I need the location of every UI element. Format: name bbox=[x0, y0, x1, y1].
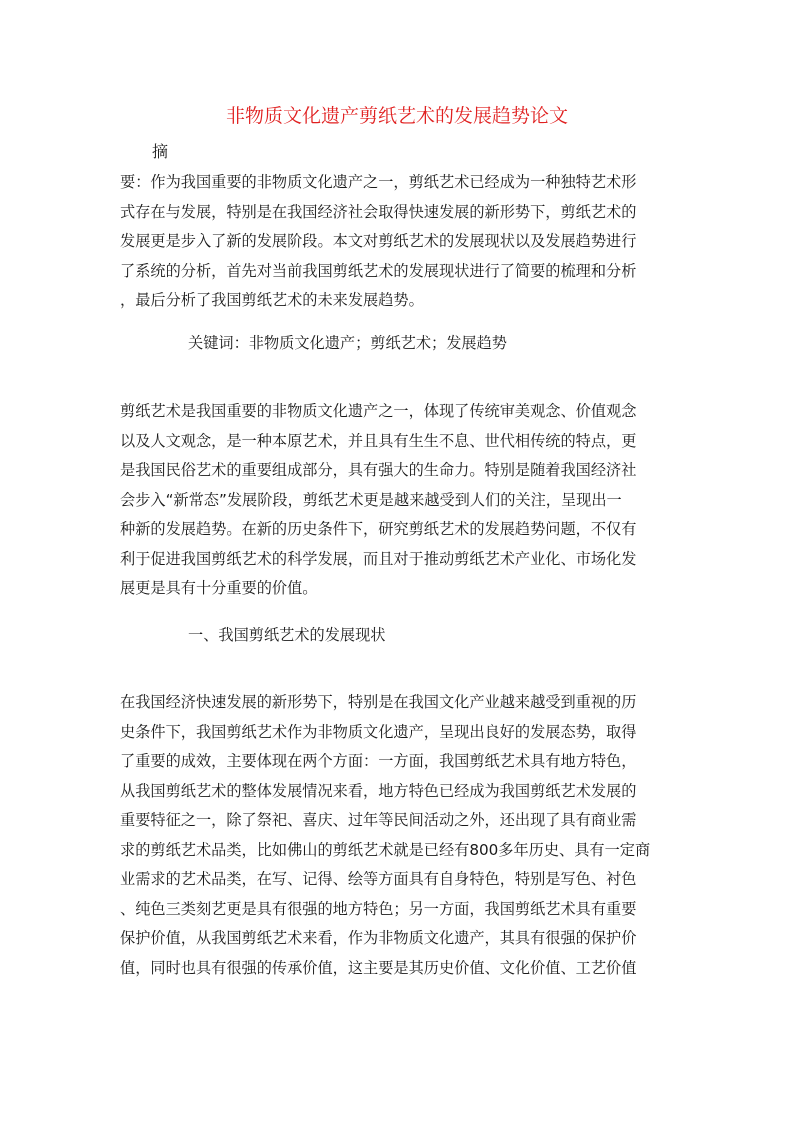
keywords-line: 关键词：非物质文化遗产；剪纸艺术；发展趋势 bbox=[188, 334, 507, 352]
section1-line: 在我国经济快速发展的新形势下，特别是在我国文化产业越来越受到重视的历 bbox=[120, 693, 637, 711]
abstract-line: 发展更是步入了新的发展阶段。本文对剪纸艺术的发展现状以及发展趋势进行 bbox=[120, 232, 637, 250]
section-heading: 一、我国剪纸艺术的发展现状 bbox=[188, 626, 386, 644]
section1-line: 重要特征之一，除了祭祀、喜庆、过年等民间活动之外，还出现了具有商业需 bbox=[120, 811, 637, 829]
document-title: 非物质文化遗产剪纸艺术的发展趋势论文 bbox=[225, 105, 568, 127]
intro-line: 剪纸艺术是我国重要的非物质文化遗产之一，体现了传统审美观念、价值观念 bbox=[120, 402, 637, 420]
section1-line: 史条件下，我国剪纸艺术作为非物质文化遗产，呈现出良好的发展态势，取得 bbox=[120, 722, 637, 741]
intro-paragraph bbox=[120, 397, 675, 604]
section1-line: 业需求的艺术品类，在写、记得、绘等方面具有自身特色，特别是写色、衬色 bbox=[120, 870, 637, 888]
intro-line: 以及人文观念，是一种本原艺术，并且具有生生不息、世代相传统的特点，更 bbox=[120, 431, 637, 450]
section1-line: 、纯色三类刻艺更是具有很强的地方特色；另一方面，我国剪纸艺术具有重要 bbox=[120, 899, 637, 918]
abstract-line: 了系统的分析，首先对当前我国剪纸艺术的发展现状进行了简要的梳理和分析 bbox=[120, 261, 637, 280]
section1-line: 从我国剪纸艺术的整体发展情况来看，地方特色已经成为我国剪纸艺术发展的 bbox=[120, 781, 637, 800]
section1-line: 保护价值，从我国剪纸艺术来看，作为非物质文化遗产，其具有很强的保护价 bbox=[120, 929, 637, 947]
abstract-paragraph bbox=[120, 168, 675, 316]
section1-line: 求的剪纸艺术品类，比如佛山的剪纸艺术就是已经有800多年历史、具有一定商 bbox=[120, 840, 651, 859]
section1-line: 值，同时也具有很强的传承价值，这主要是其历史价值、文化价值、工艺价值 bbox=[120, 958, 637, 977]
intro-line: 会步入“新常态”发展阶段，剪纸艺术更是越来越受到人们的关注，呈现出一 bbox=[120, 490, 622, 509]
abstract-line: 要：作为我国重要的非物质文化遗产之一，剪纸艺术已经成为一种独特艺术形 bbox=[120, 173, 637, 191]
abstract-line: ，最后分析了我国剪纸艺术的未来发展趋势。 bbox=[120, 291, 424, 309]
intro-line: 是我国民俗艺术的重要组成部分，具有强大的生命力。特别是随着我国经济社 bbox=[120, 461, 637, 479]
abstract-heading: 摘 bbox=[152, 142, 169, 161]
abstract-line: 式存在与发展，特别是在我国经济社会取得快速发展的新形势下，剪纸艺术的 bbox=[120, 202, 637, 221]
section1-paragraph bbox=[120, 688, 675, 983]
intro-line: 利于促进我国剪纸艺术的科学发展，而且对于推动剪纸艺术产业化、市场化发 bbox=[120, 549, 637, 568]
intro-line: 展更是具有十分重要的价值。 bbox=[120, 579, 318, 597]
intro-line: 种新的发展趋势。在新的历史条件下，研究剪纸艺术的发展趋势问题，不仅有 bbox=[120, 520, 637, 538]
section1-line: 了重要的成效，主要体现在两个方面：一方面，我国剪纸艺术具有地方特色， bbox=[120, 752, 637, 770]
